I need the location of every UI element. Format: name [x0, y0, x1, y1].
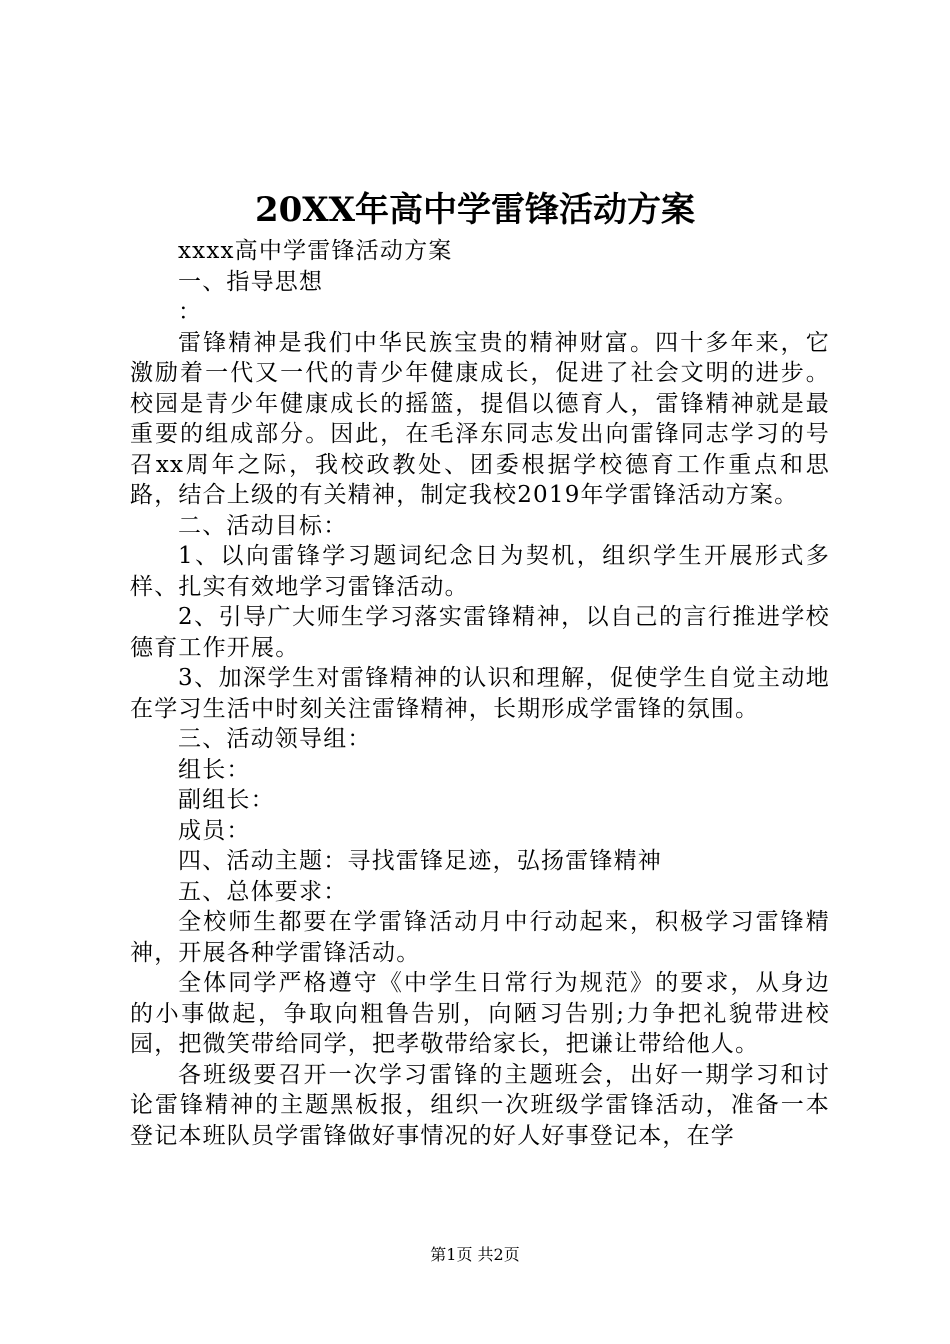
goal-item-1: 1、以向雷锋学习题词纪念日为契机，组织学生开展形式多样、扎实有效地学习雷锋活动。	[130, 543, 830, 600]
document-body	[130, 236, 830, 1151]
paragraph-guiding-ideology: 雷锋精神是我们中华民族宝贵的精神财富。四十多年来，它激励着一代又一代的青少年健康成长，促进了社会文明的进步。校园是青少年健康成长的摇篮，提倡以德育人，雷锋精神就是最重要的组成部分。因此，在毛泽东同志发出向雷锋同志学习的号召xx周年之际，我校政教处、团委根据学校德育工作重点和思路，结合上级的有关精神，制定我校2019年学雷锋活动方案。	[130, 329, 830, 508]
goal-item-3: 3、加深学生对雷锋精神的认识和理解，促使学生自觉主动地在学习生活中时刻关注雷锋精神，长期形成学雷锋的氛围。	[130, 665, 830, 722]
section-heading-theme: 四、活动主题：寻找雷锋足迹，弘扬雷锋精神	[178, 848, 662, 874]
section-colon: ：	[178, 299, 203, 325]
section-heading-leadership: 三、活动领导组：	[178, 726, 372, 752]
requirement-paragraph-1: 全校师生都要在学雷锋活动月中行动起来，积极学习雷锋精神，开展各种学雷锋活动。	[130, 909, 830, 966]
document-title: 20XX年高中学雷锋活动方案	[254, 190, 696, 230]
page-footer: 第1页 共2页	[430, 1245, 520, 1264]
vice-leader-line: 副组长：	[178, 787, 275, 813]
document-subtitle: xxxx高中学雷锋活动方案	[178, 238, 453, 264]
requirement-paragraph-2: 全体同学严格遵守《中学生日常行为规范》的要求，从身边的小事做起，争取向粗鲁告别，向陋习告别;力争把礼貌带进校园，把微笑带给同学，把孝敬带给家长，把谦让带给他人。	[130, 970, 830, 1057]
leader-line: 组长：	[178, 756, 251, 783]
section-heading-goals: 二、活动目标：	[178, 512, 348, 539]
section-heading-requirements: 五、总体要求：	[178, 878, 348, 905]
members-line: 成员：	[178, 817, 251, 844]
requirement-paragraph-3: 各班级要召开一次学习雷锋的主题班会，出好一期学习和讨论雷锋精神的主题黑板报，组织一次班级学雷锋活动，准备一本登记本班队员学雷锋做好事情况的好人好事登记本，在学	[130, 1061, 830, 1149]
section-heading-guiding-ideology: 一、指导思想	[178, 268, 324, 295]
goal-item-2: 2、引导广大师生学习落实雷锋精神，以自己的言行推进学校德育工作开展。	[130, 604, 830, 661]
